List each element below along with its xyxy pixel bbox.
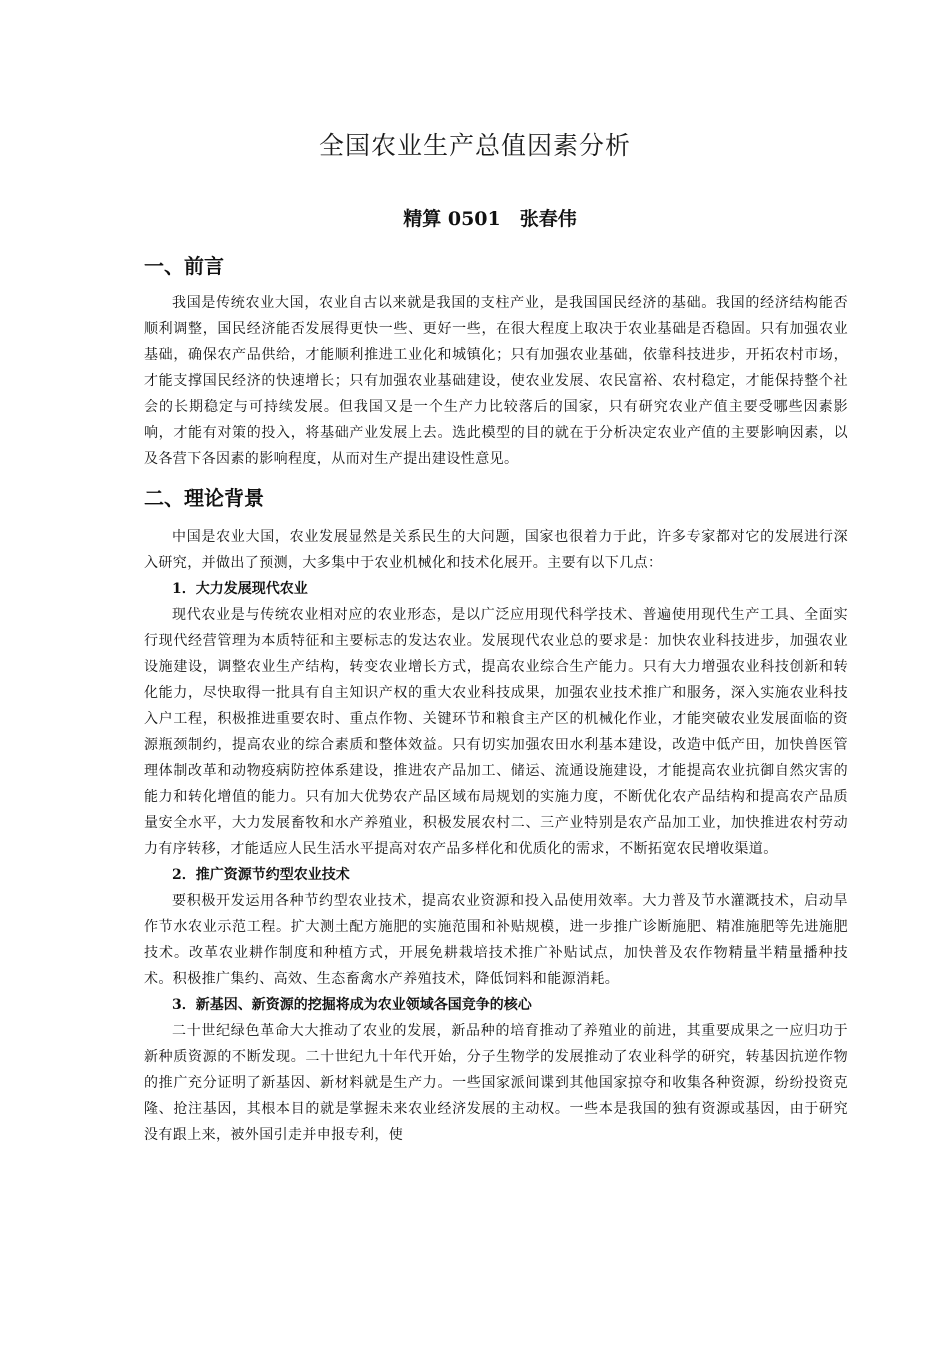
section-heading-background: 二、理论背景: [144, 486, 264, 510]
subheading-resource-saving-tech: 2．推广资源节约型农业技术: [172, 867, 350, 883]
subheading-modern-agriculture: 1．大力发展现代农业: [172, 581, 308, 597]
section-heading-preface: 一、前言: [144, 254, 224, 278]
modern-agriculture-paragraph: 现代农业是与传统农业相对应的农业形态，是以广泛应用现代科学技术、普遍使用现代生产工具、全面实行现代经营管理为本质特征和主要标志的发达农业。发展现代农业总的要求是：加快农业科技进步，加强农业设施建设，调整农业生产结构，转变农业增长方式，提高农业综合生产能力。只有大力增强农业科技创新和转化能力，尽快取得一批具有自主知识产权的重大农业科技成果，加强农业技术推广和服务，深入实施农业科技入户工程，积极推进重要农时、重点作物、关键环节和粮食主产区的机械化作业，才能突破农业发展面临的资源瓶颈制约，提高农业的综合素质和整体效益。只有切实加强农田水利基本建设，改造中低产田，加快兽医管理体制改革和动物疫病防控体系建设，推进农产品加工、储运、流通设施建设，才能提高农业抗御自然灾害的能力和转化增值的能力。只有加大优势农产品区域布局规划的实施力度，不断优化农产品结构和提高农产品质量安全水平，大力发展畜牧和水产养殖业，积极发展农村二、三产业特别是农产品加工业，加快推进农村劳动力有序转移，才能适应人民生活水平提高对农产品多样化和优质化的需求，不断拓宽农民增收渠道。: [144, 607, 848, 857]
author-line: 精算 0501 张春伟: [403, 208, 577, 230]
preface-paragraph: 我国是传统农业大国，农业自古以来就是我国的支柱产业，是我国国民经济的基础。我国的经济结构能否顺利调整，国民经济能否发展得更快一些、更好一些，在很大程度上取决于农业基础是否稳固。只有加强农业基础，确保农产品供给，才能顺利推进工业化和城镇化；只有加强农业基础，依靠科技进步，开拓农村市场，才能支撑国民经济的快速增长；只有加强农业基础建设，使农业发展、农民富裕、农村稳定，才能保持整个社会的长期稳定与可持续发展。但我国又是一个生产力比较落后的国家，只有研究农业产值主要受哪些因素影响，才能有对策的投入，将基础产业发展上去。选此模型的目的就在于分析决定农业产值的主要影响因素，以及各营下各因素的影响程度，从而对生产提出建设性意见。: [144, 295, 848, 467]
subheading-new-genes-resources: 3．新基因、新资源的挖掘将成为农业领域各国竞争的核心: [172, 997, 532, 1013]
resource-saving-paragraph: 要积极开发运用各种节约型农业技术，提高农业资源和投入品使用效率。大力普及节水灌溉技术，启动旱作节水农业示范工程。扩大测土配方施肥的实施范围和补贴规模，进一步推广诊断施肥、精准施肥等先进施肥技术。改革农业耕作制度和种植方式，开展免耕栽培技术推广补贴试点，加快普及农作物精量半精量播种技术。积极推广集约、高效、生态畜禽水产养殖技术，降低饲料和能源消耗。: [144, 893, 848, 987]
background-intro-paragraph: 中国是农业大国，农业发展显然是关系民生的大问题，国家也很着力于此，许多专家都对它的发展进行深入研究，并做出了预测，大多集中于农业机械化和技术化展开。主要有以下几点：: [144, 529, 848, 571]
document-body: [144, 252, 848, 1148]
new-genes-paragraph: 二十世纪绿色革命大大推动了农业的发展，新品种的培育推动了养殖业的前进，其重要成果之一应归功于新种质资源的不断发现。二十世纪九十年代开始，分子生物学的发展推动了农业科学的研究，转基因抗逆作物的推广充分证明了新基因、新材料就是生产力。一些国家派间谍到其他国家掠夺和收集各种资源，纷纷投资克隆、抢注基因，其根本目的就是掌握未来农业经济发展的主动权。一些本是我国的独有资源或基因，由于研究没有跟上来，被外国引走并申报专利，使: [144, 1023, 848, 1143]
page-title: 全国农业生产总值因素分析: [318, 131, 631, 160]
